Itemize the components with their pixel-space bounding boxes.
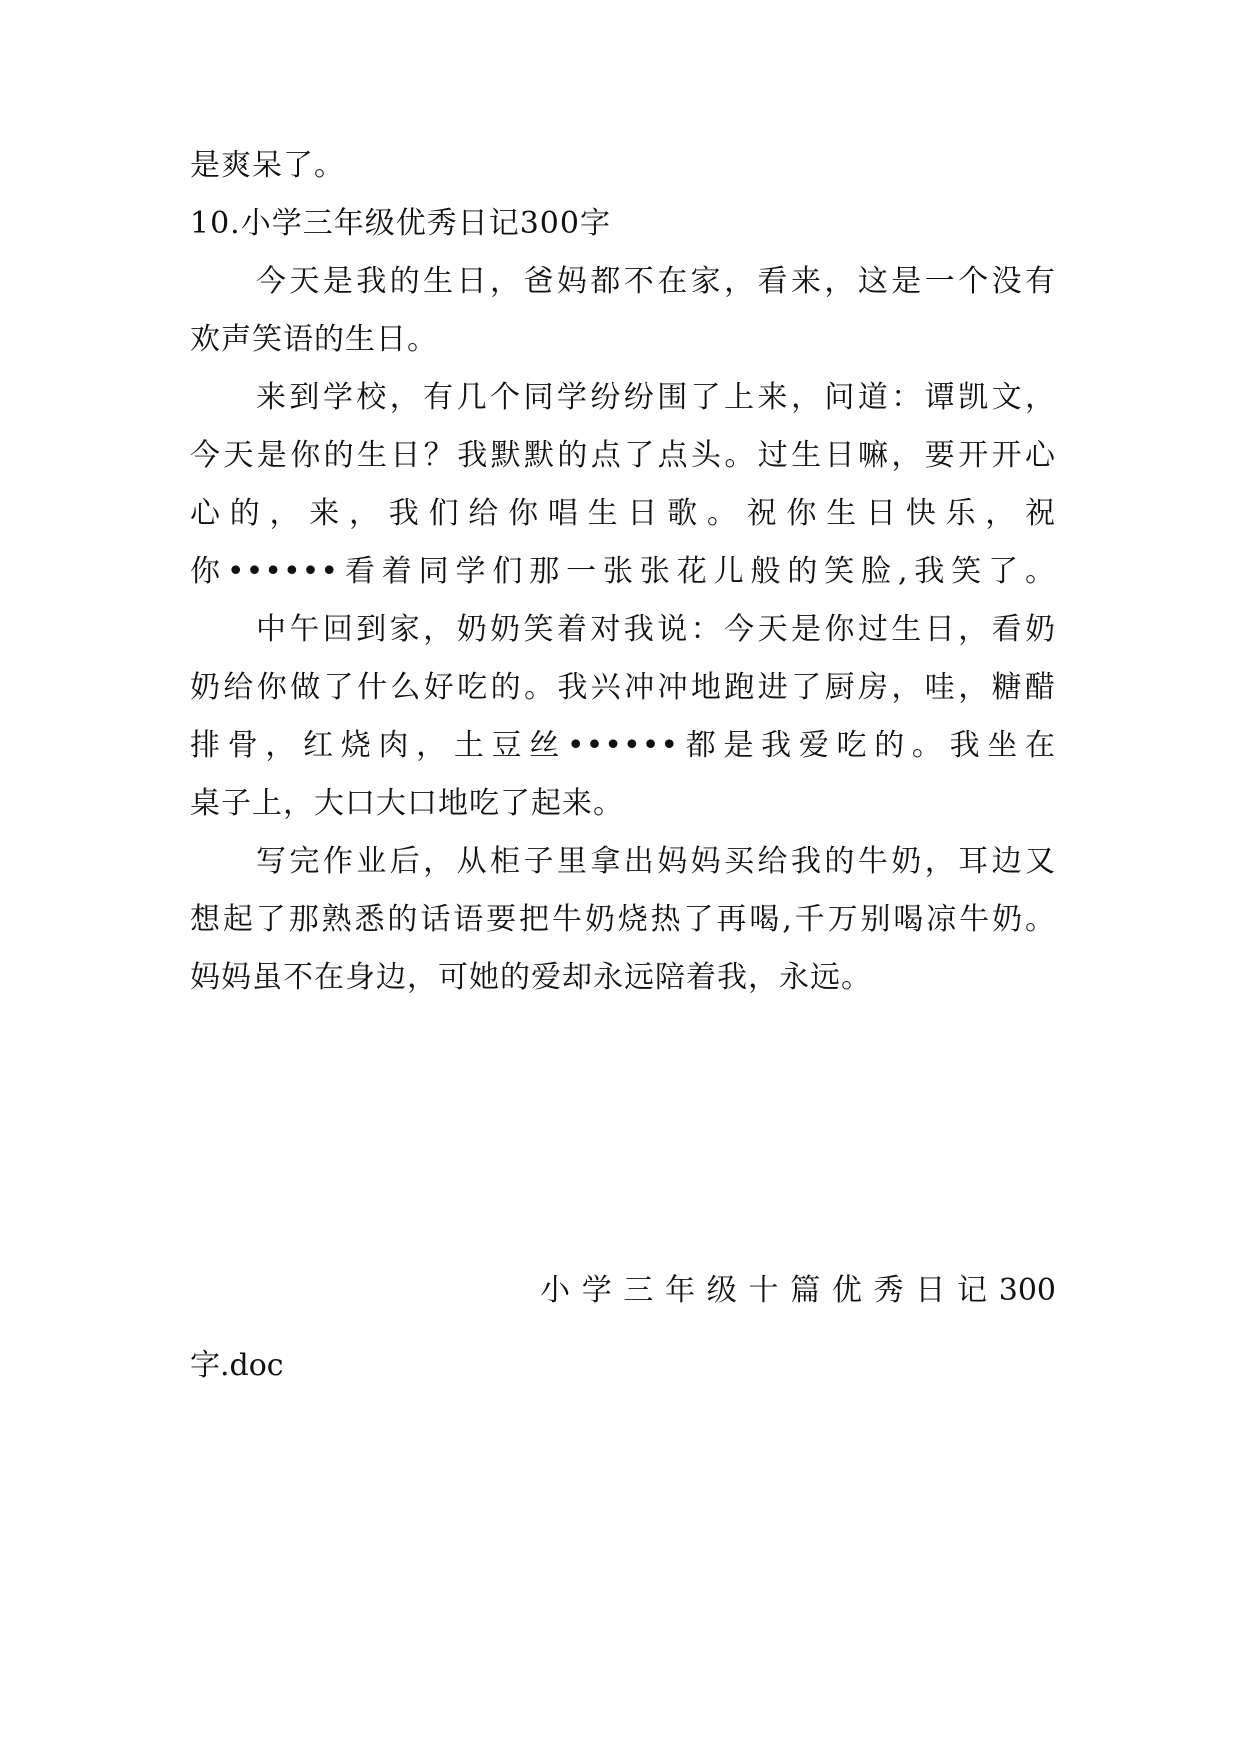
text-line: 妈妈虽不在身边，可她的爱却永远陪着我，永远。 xyxy=(190,960,872,995)
text-line: 中午回到家，奶奶笑着对我说：今天是你过生日，看奶 xyxy=(256,612,1056,647)
text-line: 是爽呆了。 xyxy=(190,148,345,183)
text-line: 写完作业后，从柜子里拿出妈妈买给我的牛奶，耳边又 xyxy=(256,844,1056,879)
section-heading: 10.小学三年级优秀日记300字 xyxy=(190,206,611,241)
body-text xyxy=(190,137,1056,1007)
text-line: 今天是我的生日，爸妈都不在家，看来，这是一个没有 xyxy=(256,264,1056,299)
text-line: 想起了那熟悉的话语要把牛奶烧热了再喝,千万别喝凉牛奶。 xyxy=(190,902,1056,937)
text-line: 欢声笑语的生日。 xyxy=(190,322,438,357)
text-line: 你••••••看着同学们那一张张花儿般的笑脸,我笑了。 xyxy=(190,554,1056,589)
document-footer-title: 小学三年级十篇优秀日记300 xyxy=(540,1273,1056,1308)
text-line: 心的，来，我们给你唱生日歌。祝你生日快乐，祝 xyxy=(190,496,1056,531)
text-line: 排骨，红烧肉，土豆丝••••••都是我爱吃的。我坐在 xyxy=(190,728,1056,763)
text-line: 来到学校，有几个同学纷纷围了上来，问道：谭凯文， xyxy=(256,380,1056,415)
text-line: 今天是你的生日？我默默的点了点头。过生日嘛，要开开心 xyxy=(190,438,1056,473)
text-line: 桌子上，大口大口地吃了起来。 xyxy=(190,786,624,821)
text-line: 奶给你做了什么好吃的。我兴冲冲地跑进了厨房，哇，糖醋 xyxy=(190,670,1056,705)
document-footer-filename: 字.doc xyxy=(190,1348,284,1383)
